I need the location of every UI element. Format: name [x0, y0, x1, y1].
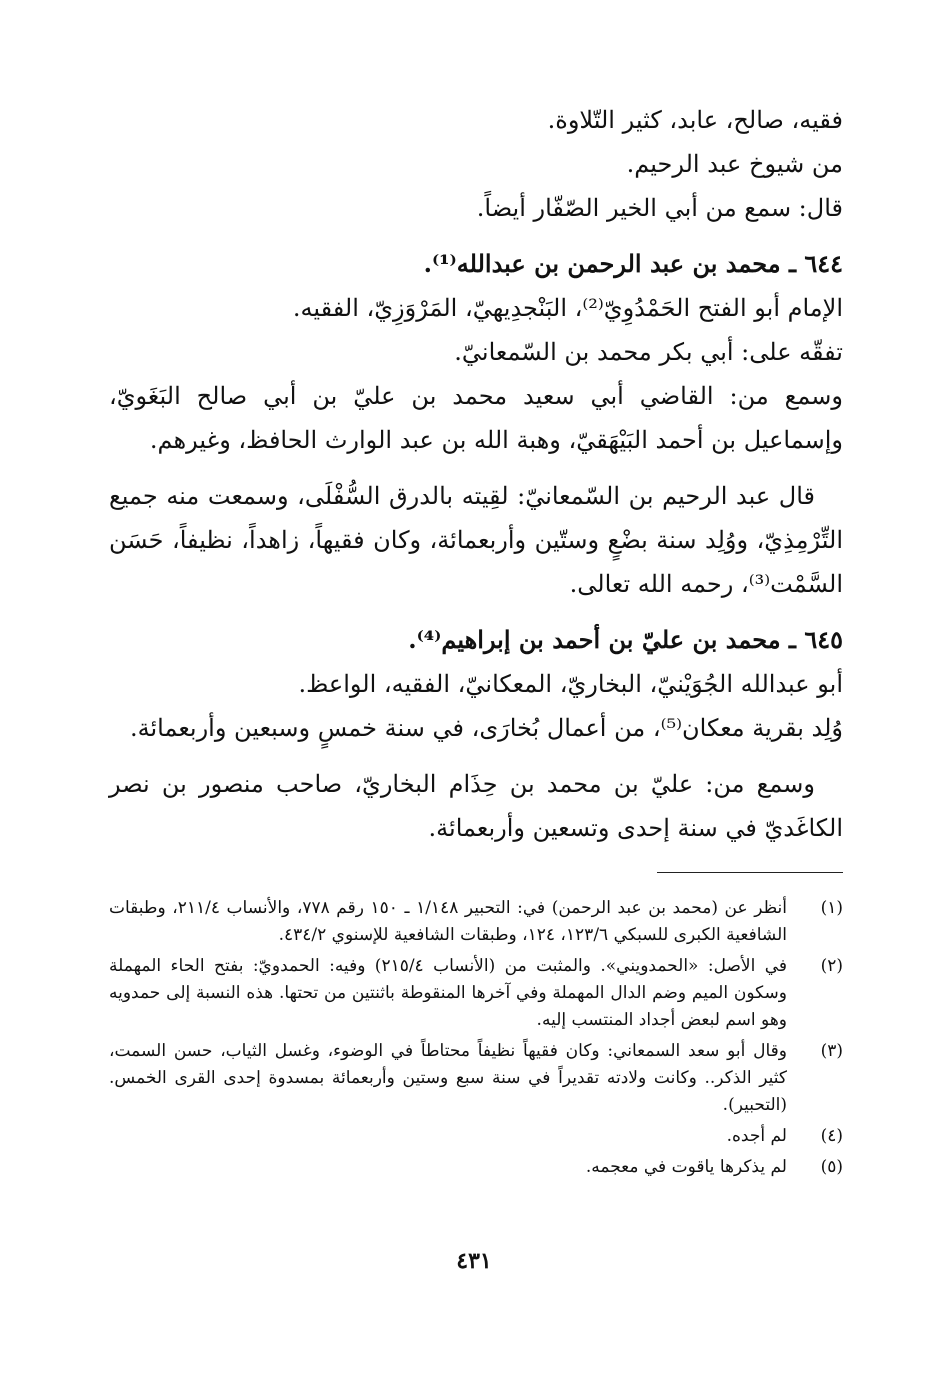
text-paragraph: قال عبد الرحيم بن السّمعانيّ: لقِيته بالدرق السُّفْلَى، وسمعت منه جميع التِّرْمِذِيّ، ووُلِد سنة بضْعٍ وستّين وأربعمائة، وكان فقيهاً، زاهداً، نظيفاً، حَسَن السَّمْت⁽³⁾، رحمه الله تعالى.	[109, 482, 843, 598]
text-paragraph: وسمع من: القاضي أبي سعيد محمد بن عليّ بن أبي صالح البَغَويّ، وإسماعيل بن أحمد البَيْهَقيّ، وهبة الله بن عبد الوارث الحافظ، وغيرهم.	[109, 382, 843, 454]
text-line: قال: سمع من أبي الخير الصّفّار أيضاً.	[476, 194, 843, 222]
footnote	[109, 895, 843, 949]
footnote-text: لم أجده.	[726, 1126, 787, 1146]
main-text	[109, 98, 843, 850]
footnote-divider	[657, 872, 843, 873]
footnotes	[109, 895, 843, 1185]
footnote	[109, 1038, 843, 1119]
footnote-text: لم يذكرها ياقوت في معجمه.	[585, 1157, 787, 1177]
text-paragraph: وُلِد بقرية معكان⁽⁵⁾، من أعمال بُخارَى، في سنة خمسٍ وسبعين وأربعمائة.	[129, 714, 843, 742]
text-paragraph: وسمع من: عليّ بن محمد بن حِذَام البخاريّ، صاحب منصور بن نصر الكاغَديّ في سنة إحدى وتسعين وأربعمائة.	[109, 770, 843, 842]
footnote-number: (٣)	[820, 1041, 843, 1061]
footnote-text: وقال أبو سعد السمعاني: وكان فقيهاً نظيفاً محتاطاً في الوضوء، وغسل الثياب، حسن السمت، كثير الذكر.. وكانت ولادته تقديراً في سنة سبع وستين وأربعمائة بمسدوة إحدى القرى الخمس. (التحبير).	[109, 1041, 788, 1115]
text-line: من شيوخ عبد الرحيم.	[626, 150, 843, 178]
footnote	[109, 1154, 843, 1181]
text-line: الإمام أبو الفتح الحَمْدُوِيّ⁽²⁾، البَنْجدِيهيّ، المَرْوَزِيّ، الفقيه.	[292, 294, 843, 322]
text-line: تفقّه على: أبي بكر محمد بن السّمعانيّ.	[454, 338, 843, 366]
footnote	[109, 1123, 843, 1150]
footnote	[109, 953, 843, 1034]
text-line: فقيه، صالح، عابد، كثير التّلاوة.	[547, 106, 843, 134]
footnote-text: في الأصل: «الحمدويني». والمثبت من (الأنساب ٢١٥/٤) وفيه: الحمدويّ: بفتح الحاء المهملة وسكون الميم وضم الدال المهملة وفي آخرها المنقوطة باثنتين من تحتها. هذه النسبة إلى حمدويه وهو اسم لبعض أجداد المنتسب إليه.	[109, 956, 787, 1030]
footnote-number: (٤)	[820, 1126, 843, 1146]
spacer	[109, 462, 843, 474]
text-line: أبو عبدالله الجُوَيْنيّ، البخاريّ، المعكانيّ، الفقيه، الواعظ.	[298, 670, 843, 698]
footnote-text: أنظر عن (محمد بن عبد الرحمن) في: التحبير ١/١٤٨ ـ ١٥٠ رقم ٧٧٨، والأنساب ٢١١/٤، وطبقات الشافعية الكبرى للسبكي ١٢٣/٦، ١٢٤، وطبقات الشافعية للإسنوي ٤٣٤/٢.	[109, 898, 787, 945]
spacer	[109, 750, 843, 762]
spacer	[109, 230, 843, 242]
entry-heading-645: ٦٤٥ ـ محمد بن عليّ بن أحمد بن إبراهيم⁽⁴⁾.	[408, 625, 843, 654]
page-number: ٤٣١	[456, 1248, 492, 1274]
footnote-number: (٢)	[820, 956, 843, 976]
footnote-number: (٥)	[820, 1157, 843, 1177]
entry-heading-644: ٦٤٤ ـ محمد بن عبد الرحمن بن عبدالله⁽¹⁾.	[423, 249, 843, 278]
spacer	[109, 606, 843, 618]
footnote-number: (١)	[820, 898, 843, 918]
